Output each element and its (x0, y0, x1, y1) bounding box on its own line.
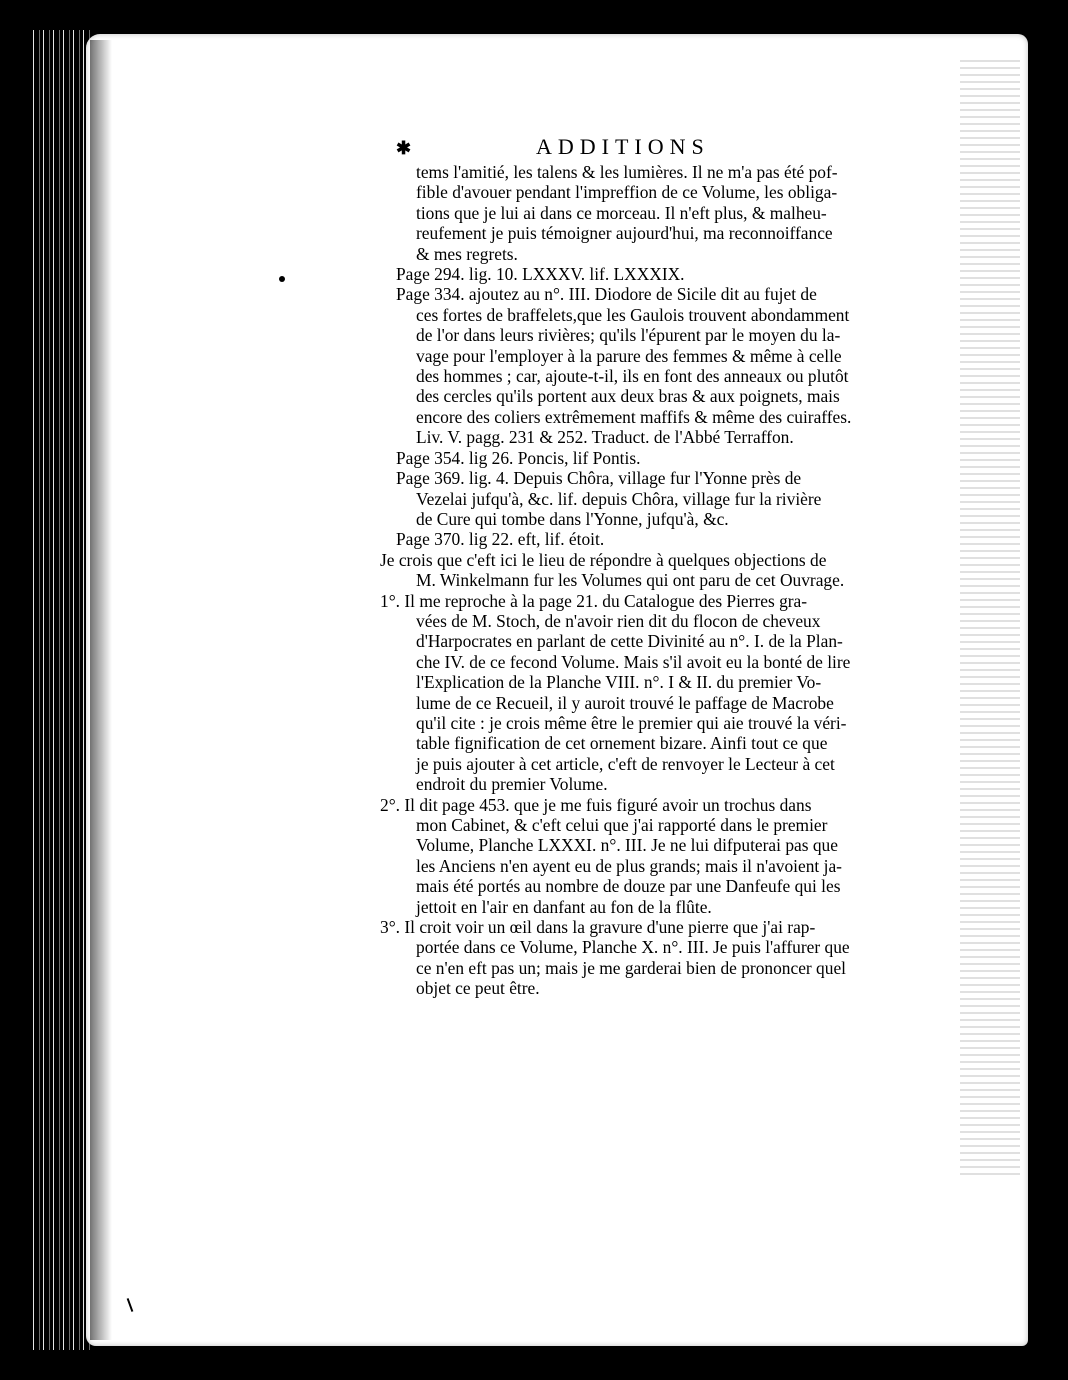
text-line: d'Harpocrates en parlant de cette Divinité au n°. I. de la Plan- (416, 631, 843, 652)
text-line: table fignification de cet ornement bizare. Ainfi tout ce que (416, 733, 828, 754)
scan-noise (960, 60, 1020, 1180)
header-ornament: ✱ (396, 138, 412, 159)
text-line: 1°. Il me reproche à la page 21. du Catalogue des Pierres gra- (380, 590, 808, 611)
text-line: Volume, Planche LXXXI. n°. III. Je ne lui difputerai pas que (416, 835, 838, 856)
running-header (396, 136, 936, 164)
text-line: reufement je puis témoigner aujourd'hui, ma reconnoiffance (416, 223, 833, 244)
text-line: Page 294. lig. 10. LXXXV. lif. LXXXIX. (396, 264, 685, 285)
text-line: je puis ajouter à cet article, c'eft de renvoyer le Lecteur à cet (416, 753, 835, 774)
text-line: endroit du premier Volume. (416, 774, 608, 795)
text-line: ces fortes de braffelets,que les Gaulois trouvent abondamment (416, 304, 850, 325)
text-line: Je crois que c'eft ici le lieu de répondre à quelques objections de (380, 549, 827, 570)
text-line: de l'or dans leurs rivières; qu'ils l'épurent par le moyen du la- (416, 325, 841, 346)
page-title: ADDITIONS (536, 134, 710, 159)
text-line: che IV. de ce fecond Volume. Mais s'il avoit eu la bonté de lire (416, 651, 851, 672)
text-line: jettoit en l'air en danfant au fon de la flûte. (416, 896, 712, 917)
text-line: mais été portés au nombre de douze par une Danfeufe qui les (416, 876, 841, 897)
text-line: Liv. V. pagg. 231 & 252. Traduct. de l'Abbé Terraffon. (416, 427, 794, 448)
text-line: objet ce peut être. (416, 978, 540, 999)
text-line: & mes regrets. (416, 243, 518, 264)
text-line: encore des coliers extrêmement maffifs & même des cuiraffes. (416, 406, 852, 427)
text-line: des cercles qu'ils portent aux deux bras & aux poignets, mais (416, 386, 840, 407)
text-line: 3°. Il croit voir un œil dans la gravure d'une pierre que j'ai rap- (380, 917, 816, 938)
text-line: vées de M. Stoch, de n'avoir rien dit du flocon de cheveux (416, 610, 821, 631)
text-line: qu'il cite : je crois même être le premier qui aie trouvé la véri- (416, 712, 847, 733)
text-line: portée dans ce Volume, Planche X. n°. III. Je puis l'affurer que (416, 937, 850, 958)
text-line: Page 354. lig 26. Poncis, lif Pontis. (396, 447, 641, 468)
text-line: 2°. Il dit page 453. que je me fuis figuré avoir un trochus dans (380, 794, 812, 815)
text-line: les Anciens n'en ayent eu de plus grands; mais il n'avoient ja- (416, 855, 842, 876)
text-line: Page 369. lig. 4. Depuis Chôra, village fur l'Yonne près de (396, 468, 802, 489)
text-line: ce n'en eft pas un; mais je me garderai bien de prononcer quel (416, 957, 846, 978)
body-text (380, 162, 936, 999)
text-line: tions que je lui ai dans ce morceau. Il n'eft plus, & malheu- (416, 202, 827, 223)
text-line: Page 370. lig 22. eft, lif. étoit. (396, 529, 605, 550)
text-line: tems l'amitié, les talens & les lumières. Il ne m'a pas été pof- (416, 162, 838, 182)
text-line: vage pour l'employer à la parure des femmes & même à celle (416, 345, 842, 366)
text-line: M. Winkelmann fur les Volumes qui ont paru de cet Ouvrage. (416, 570, 845, 591)
text-line: l'Explication de la Planche VIII. n°. I & II. du premier Vo- (416, 672, 822, 693)
text-line: mon Cabinet, & c'eft celui que j'ai rapporté dans le premier (416, 815, 828, 835)
text-line: fible d'avouer pendant l'impreffion de ce Volume, les obliga- (416, 182, 838, 203)
text-line: Page 334. ajoutez au n°. III. Diodore de Sicile dit au fujet de (396, 284, 817, 305)
text-line: Vezelai jufqu'à, &c. lif. depuis Chôra, village fur la rivière (416, 488, 822, 509)
text-line: lume de ce Recueil, il y auroit trouvé le paffage de Macrobe (416, 692, 834, 713)
ink-dot (279, 276, 285, 282)
book-gutter (30, 30, 90, 1350)
gutter-shadow (90, 40, 112, 1340)
text-line: des hommes ; car, ajoute-t-il, ils en font des anneaux ou plutôt (416, 366, 849, 387)
text-line: de Cure qui tombe dans l'Yonne, jufqu'à, &c. (416, 508, 729, 529)
